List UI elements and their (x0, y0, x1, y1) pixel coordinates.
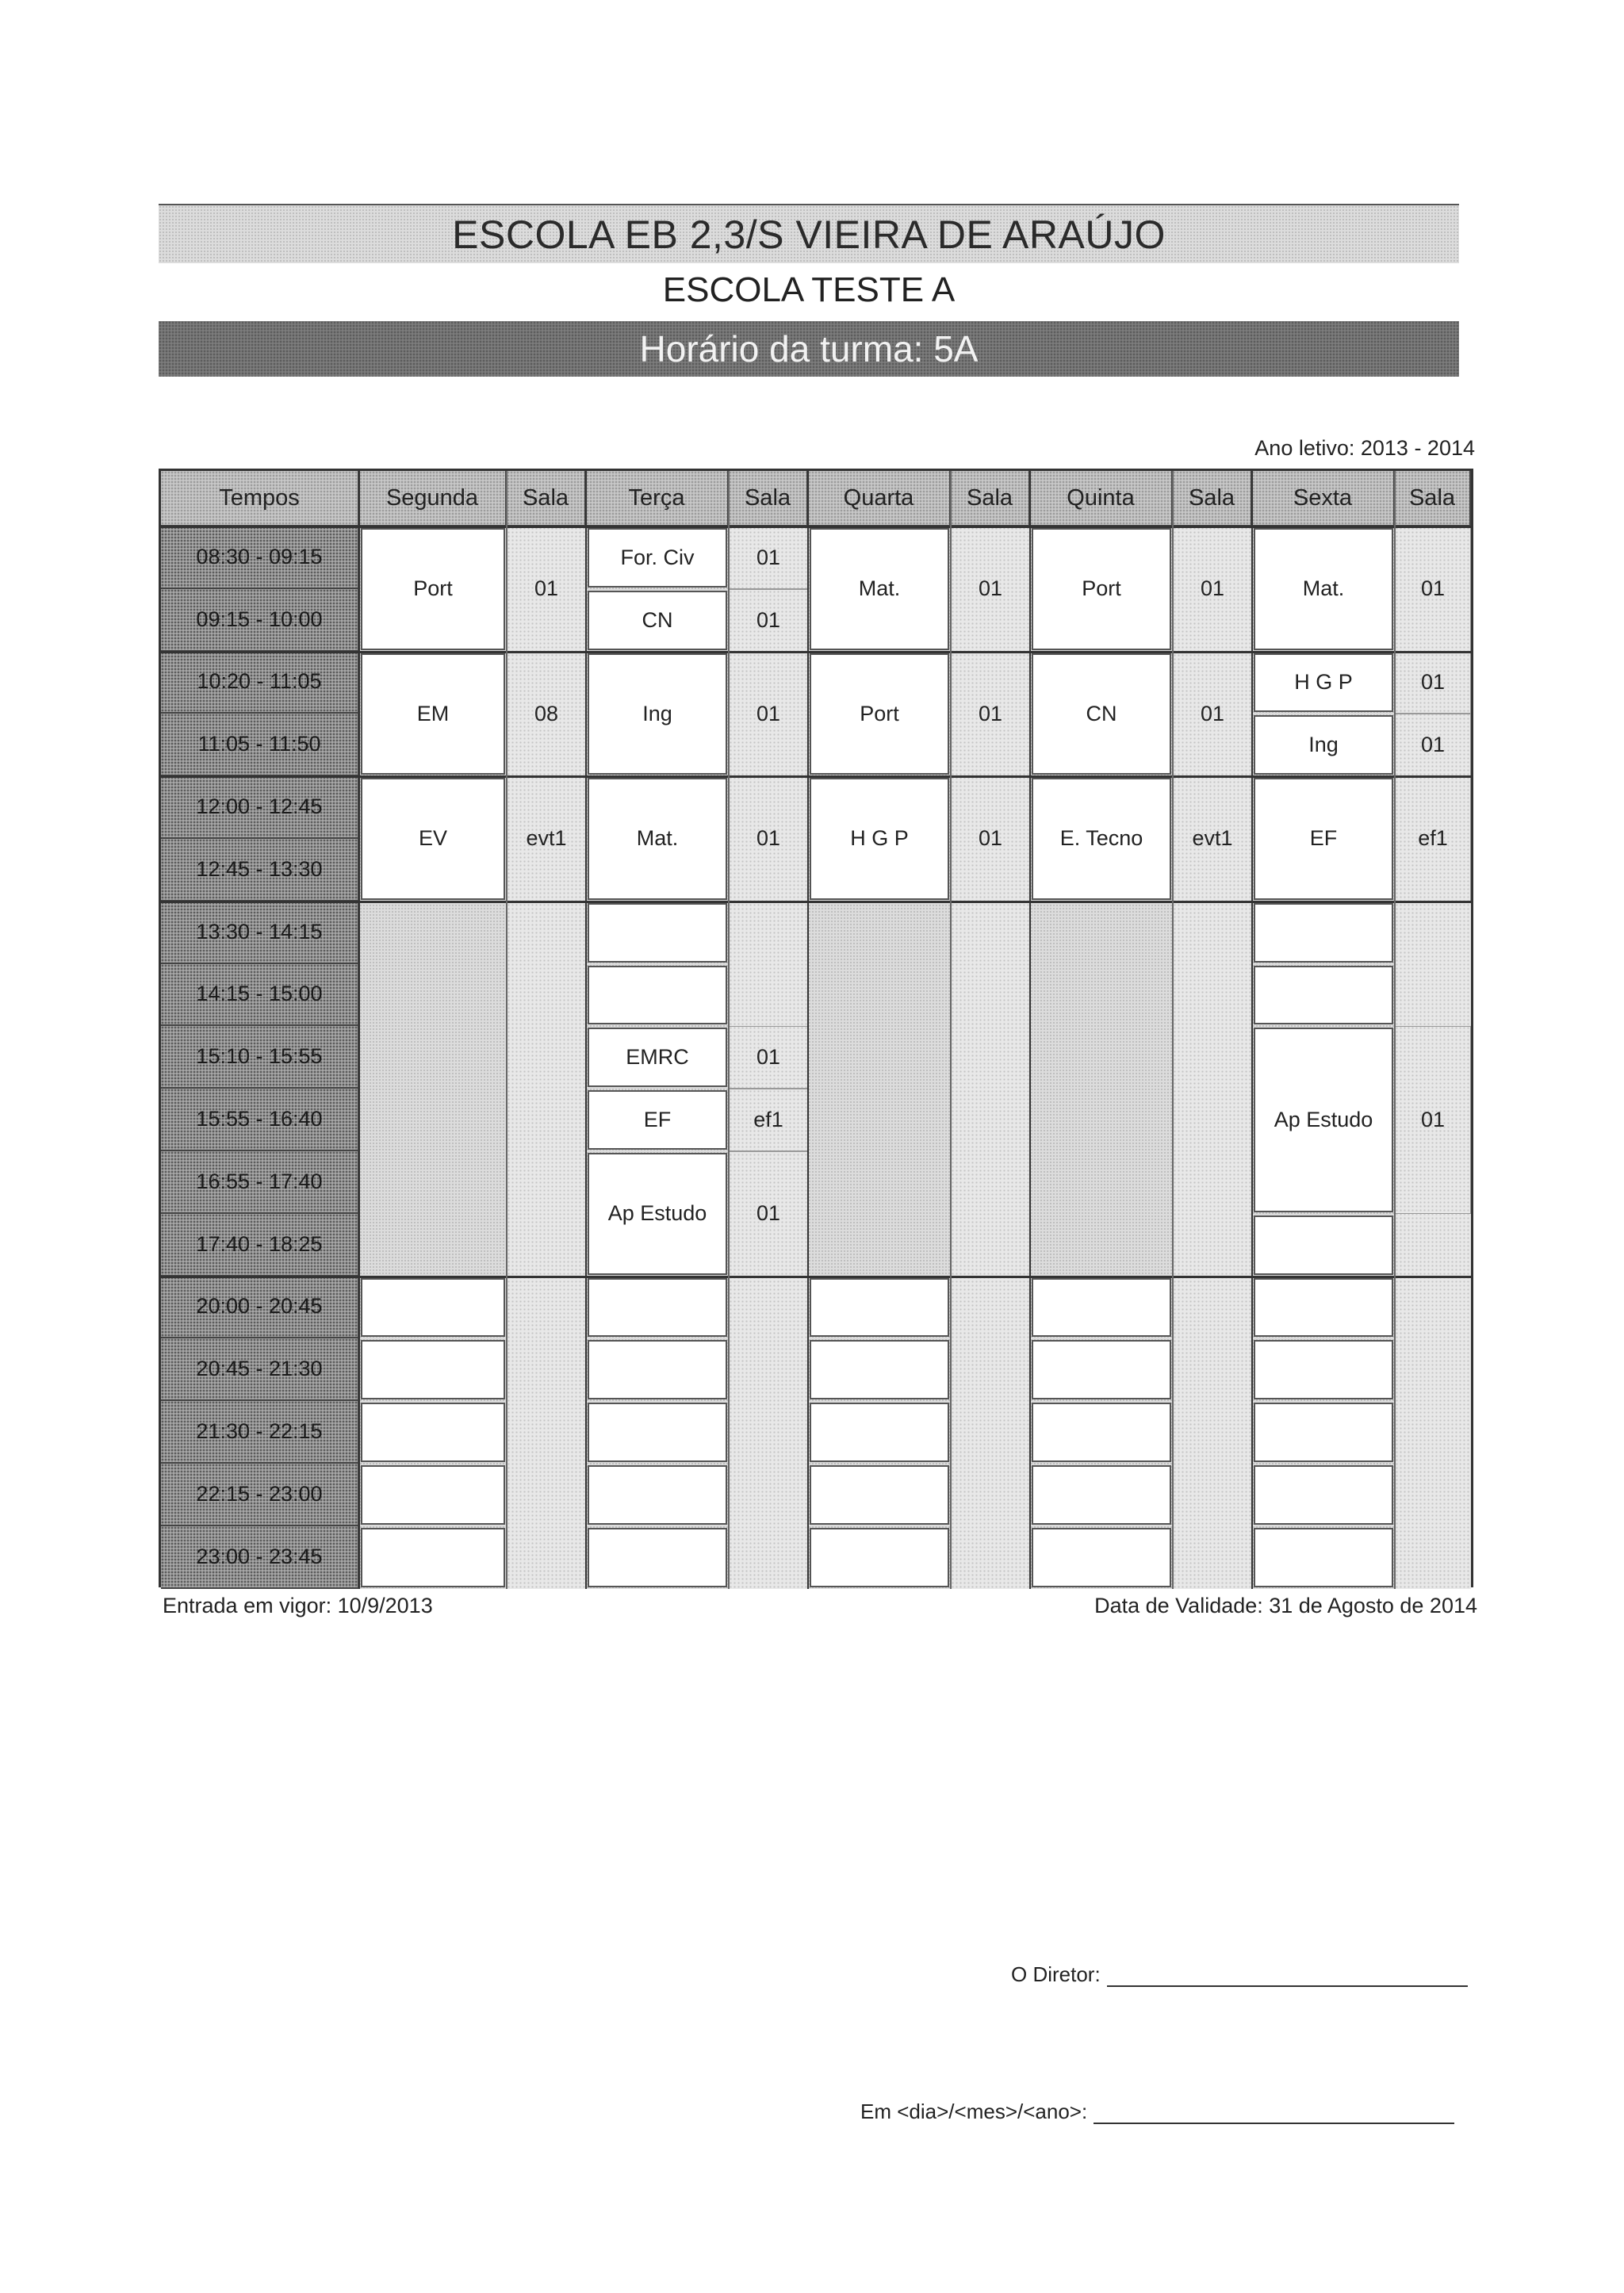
col-header-quinta-7: Quinta (1030, 471, 1173, 526)
time-slot: 13:30 - 14:15 (161, 902, 359, 964)
lesson-room: 01 (1395, 1026, 1471, 1213)
empty-slot (588, 966, 727, 1025)
lesson-subject: EF (1254, 778, 1393, 900)
lesson-subject: Mat. (810, 528, 949, 650)
col-header-sala-8: Sala (1173, 471, 1252, 526)
time-slot: 09:15 - 10:00 (161, 589, 359, 652)
validity-date: Data de Validade: 31 de Agosto de 2014 (1094, 1594, 1477, 1617)
col-header-quarta-5: Quarta (808, 471, 951, 526)
timetable-grid (159, 469, 1473, 1587)
lesson-room: evt1 (507, 776, 586, 902)
group-separator (161, 526, 1471, 528)
date-signature-line (1094, 2123, 1454, 2124)
lesson-subject: CN (1032, 653, 1171, 775)
lesson-subject: EMRC (588, 1028, 727, 1087)
lesson-room: ef1 (729, 1089, 808, 1151)
empty-slot (1254, 1215, 1393, 1275)
lesson-room: evt1 (1173, 776, 1252, 902)
time-slot: 12:45 - 13:30 (161, 839, 359, 902)
time-slot: 20:45 - 21:30 (161, 1338, 359, 1401)
time-slot: 08:30 - 09:15 (161, 526, 359, 589)
time-slot: 11:05 - 11:50 (161, 714, 359, 776)
col-header-sala-6: Sala (951, 471, 1030, 526)
empty-slot (810, 1528, 949, 1587)
date-signature (860, 2100, 1454, 2124)
lesson-subject: H G P (1254, 653, 1393, 713)
lesson-room: 08 (507, 652, 586, 777)
time-slot: 17:40 - 18:25 (161, 1214, 359, 1277)
empty-slot (810, 1278, 949, 1338)
column-separator (1394, 471, 1396, 1589)
column-separator (1172, 471, 1174, 1589)
lesson-subject: Mat. (1254, 528, 1393, 650)
time-slot: 15:55 - 16:40 (161, 1089, 359, 1151)
time-slot: 12:00 - 12:45 (161, 776, 359, 839)
empty-slot (810, 1465, 949, 1525)
empty-slot (361, 1278, 505, 1338)
lesson-room: 01 (951, 652, 1030, 777)
empty-slot (588, 1340, 727, 1399)
time-slot: 10:20 - 11:05 (161, 652, 359, 714)
sub-school-name: ESCOLA TESTE A (662, 270, 956, 309)
director-signature (1011, 1962, 1468, 1987)
empty-slot (1254, 966, 1393, 1025)
time-slot: 21:30 - 22:15 (161, 1401, 359, 1464)
column-separator (950, 471, 952, 1589)
group-separator (161, 901, 1471, 903)
column-separator (1029, 471, 1031, 1589)
empty-slot (1254, 1528, 1393, 1587)
lesson-room: 01 (951, 776, 1030, 902)
empty-slot (361, 1528, 505, 1587)
school-name: ESCOLA EB 2,3/S VIEIRA DE ARAÚJO (159, 204, 1459, 263)
group-separator (161, 651, 1471, 653)
group-separator (161, 1276, 1471, 1278)
col-header-tera-3: Terça (586, 471, 729, 526)
lesson-room: 01 (729, 652, 808, 777)
empty-slot (588, 1403, 727, 1462)
column-separator (1251, 471, 1253, 1589)
empty-slot (588, 1278, 727, 1338)
lesson-room: 01 (1395, 526, 1471, 652)
lesson-subject: Ap Estudo (588, 1153, 727, 1275)
lesson-subject: Port (361, 528, 505, 650)
column-separator (506, 471, 508, 1589)
director-signature-line (1107, 1985, 1468, 1987)
effective-date: Entrada em vigor: 10/9/2013 (163, 1594, 433, 1617)
empty-slot (588, 1528, 727, 1587)
empty-slot (1254, 903, 1393, 963)
column-separator (807, 471, 809, 1589)
time-slot: 15:10 - 15:55 (161, 1026, 359, 1089)
lesson-room: 01 (729, 1026, 808, 1089)
col-header-sala-2: Sala (507, 471, 586, 526)
empty-slot (1254, 1403, 1393, 1462)
column-separator (728, 471, 730, 1589)
date-label: Em <dia>/<mes>/<ano>: (860, 2100, 1088, 2123)
col-header-sala-10: Sala (1395, 471, 1471, 526)
lesson-subject: Port (810, 653, 949, 775)
empty-slot (1032, 1528, 1171, 1587)
lesson-room: ef1 (1395, 776, 1471, 902)
col-header-sala-4: Sala (729, 471, 808, 526)
lesson-subject: For. Civ (588, 528, 727, 588)
empty-slot (1032, 1278, 1171, 1338)
column-separator (585, 471, 587, 1589)
empty-slot (361, 1403, 505, 1462)
lesson-subject: Port (1032, 528, 1171, 650)
lesson-subject: Ing (1254, 715, 1393, 775)
column-separator (358, 471, 360, 1589)
lesson-subject: Mat. (588, 778, 727, 900)
lesson-subject: Ing (588, 653, 727, 775)
school-year: Ano letivo: 2013 - 2014 (1254, 436, 1475, 460)
lesson-room: 01 (729, 526, 808, 589)
empty-slot (588, 903, 727, 963)
group-separator (161, 775, 1471, 778)
time-slot: 16:55 - 17:40 (161, 1151, 359, 1214)
lesson-room: 01 (507, 526, 586, 652)
col-header-sexta-9: Sexta (1252, 471, 1395, 526)
empty-slot (588, 1465, 727, 1525)
lesson-subject: EF (588, 1090, 727, 1150)
empty-slot (1254, 1340, 1393, 1399)
time-slot: 20:00 - 20:45 (161, 1277, 359, 1339)
empty-slot (1032, 1340, 1171, 1399)
lesson-subject: EM (361, 653, 505, 775)
lesson-subject: H G P (810, 778, 949, 900)
empty-slot (810, 1340, 949, 1399)
empty-slot (1254, 1278, 1393, 1338)
lesson-subject: E. Tecno (1032, 778, 1171, 900)
lesson-subject: CN (588, 591, 727, 650)
empty-slot (1254, 1465, 1393, 1525)
lesson-room: 01 (729, 1151, 808, 1277)
lesson-room: 01 (951, 526, 1030, 652)
empty-slot (361, 1340, 505, 1399)
time-slot: 22:15 - 23:00 (161, 1464, 359, 1526)
time-slot: 14:15 - 15:00 (161, 964, 359, 1027)
lesson-room: 01 (1395, 652, 1471, 714)
empty-slot (361, 1465, 505, 1525)
col-header-segunda-1: Segunda (359, 471, 507, 526)
lesson-room: 01 (1395, 714, 1471, 776)
lesson-room: 01 (1173, 526, 1252, 652)
class-schedule-title: Horário da turma: 5A (159, 321, 1459, 377)
lesson-subject: EV (361, 778, 505, 900)
empty-slot (1032, 1465, 1171, 1525)
col-header-tempos-0: Tempos (161, 471, 359, 526)
lesson-subject: Ap Estudo (1254, 1028, 1393, 1212)
empty-slot (1032, 1403, 1171, 1462)
lesson-room: 01 (729, 589, 808, 652)
lesson-room: 01 (1173, 652, 1252, 777)
time-slot: 23:00 - 23:45 (161, 1526, 359, 1589)
lesson-room: 01 (729, 776, 808, 902)
director-label: O Diretor: (1011, 1962, 1101, 1986)
empty-slot (810, 1403, 949, 1462)
